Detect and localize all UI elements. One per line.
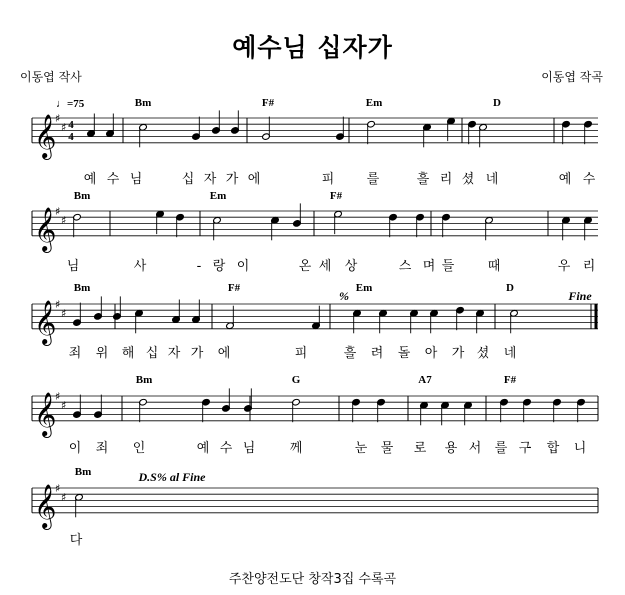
lyric-syllable: 죄 — [95, 441, 109, 456]
composer-credit: 이동엽 작곡 — [541, 70, 603, 84]
chord-symbol: Em — [355, 282, 373, 294]
sharp-icon: ♯ — [55, 205, 61, 218]
lyric-syllable: 예 — [558, 172, 572, 187]
lyric-syllable: 수 — [106, 172, 120, 187]
lyric-syllable: 셨 — [461, 172, 475, 187]
lyric-syllable: 예 — [83, 172, 97, 187]
lyric-syllable: 피 — [321, 172, 335, 187]
chord-symbol: Em — [209, 190, 227, 202]
time-signature-bottom: 4 — [68, 131, 74, 143]
staff-system-2 — [32, 203, 598, 252]
lyric-syllable: 려 — [370, 346, 384, 361]
fine-mark: Fine — [568, 289, 592, 303]
chord-symbol: Bm — [134, 97, 152, 109]
lyric-syllable: 로 — [413, 441, 427, 456]
lyric-syllable: 께 — [289, 441, 303, 456]
lyric-syllable: 님 — [66, 259, 80, 274]
chord-symbol: A7 — [418, 374, 432, 386]
lyric-syllable: 십 — [181, 172, 195, 187]
lyric-syllable: 리 — [439, 172, 453, 187]
lyric-syllable: 세 — [318, 259, 332, 274]
sharp-icon: ♯ — [55, 298, 61, 311]
lyric-syllable: 스 — [398, 259, 412, 274]
staff-system-5 — [32, 482, 598, 530]
sharp-icon: ♯ — [55, 112, 61, 125]
staff-system-4 — [32, 388, 598, 437]
lyric-syllable: 십 — [145, 346, 159, 361]
lyric-syllable: 물 — [380, 441, 394, 456]
lyric-syllable: 며 — [422, 259, 436, 274]
lyric-syllable: 에 — [217, 346, 231, 361]
sharp-icon: ♯ — [61, 214, 67, 227]
lyric-syllable: 수 — [582, 172, 596, 187]
treble-clef-icon: 𝄞 — [34, 206, 57, 251]
lyric-syllable: 가 — [225, 172, 239, 187]
lyric-syllable: 네 — [485, 172, 499, 187]
lyric-syllable: 아 — [424, 346, 438, 361]
lyric-syllable: 우 — [557, 259, 571, 274]
lyric-syllable: 가 — [190, 346, 204, 361]
lyric-syllable: 돌 — [397, 346, 411, 361]
treble-clef-icon: 𝄞 — [34, 113, 57, 158]
lyric-syllable: 네 — [503, 346, 517, 361]
lyric-syllable: 인 — [132, 441, 146, 456]
lyric-syllable: - — [196, 259, 202, 274]
treble-clef-icon: 𝄞 — [34, 391, 57, 436]
lyric-syllable: 들 — [441, 259, 455, 274]
sharp-icon: ♯ — [55, 482, 61, 495]
lyric-syllable: 다 — [69, 533, 83, 548]
staff-system-3 — [32, 296, 598, 345]
ds-al-fine-mark: D.S% al Fine — [138, 470, 206, 484]
chord-symbol: Bm — [74, 466, 92, 478]
chord-symbol: Bm — [73, 282, 91, 294]
lyric-syllable: 예 — [196, 441, 210, 456]
lyric-syllable: 수 — [219, 441, 233, 456]
lyric-syllable: 서 — [468, 441, 482, 456]
staff-system-1 — [32, 110, 598, 159]
sharp-icon: ♯ — [61, 121, 67, 134]
song-title: 예수님 십자가 — [232, 33, 393, 62]
treble-clef-icon: 𝄞 — [34, 299, 57, 344]
chord-symbol: F# — [329, 190, 343, 202]
lyric-syllable: 님 — [242, 441, 256, 456]
lyric-syllable: 님 — [129, 172, 143, 187]
segno-sign: % — [339, 289, 349, 303]
sharp-icon: ♯ — [55, 390, 61, 403]
lyricist-credit: 이동엽 작사 — [20, 70, 82, 84]
lyric-syllable: 사 — [133, 259, 147, 274]
lyric-syllable: 온 — [298, 259, 312, 274]
chord-symbol: F# — [261, 97, 275, 109]
lyric-syllable: 에 — [247, 172, 261, 187]
chord-symbol: Em — [365, 97, 383, 109]
chord-symbol: F# — [227, 282, 241, 294]
lyric-syllable: 때 — [487, 259, 501, 274]
chord-symbol: Bm — [73, 190, 91, 202]
lyric-syllable: 합 — [546, 441, 560, 456]
treble-clef-icon: 𝄞 — [34, 483, 57, 528]
time-signature-top: 4 — [68, 119, 74, 131]
chord-symbol: G — [291, 374, 301, 386]
chord-symbol: F# — [503, 374, 517, 386]
lyric-syllable: 흘 — [416, 172, 430, 187]
lyric-syllable: 상 — [344, 259, 358, 274]
lyric-syllable: 자 — [167, 346, 181, 361]
album-footer: 주찬양전도단 창작3집 수록곡 — [228, 572, 397, 587]
lyric-syllable: 위 — [95, 346, 109, 361]
tempo-marking: ♩=75 — [56, 98, 85, 110]
lyric-syllable: 피 — [294, 346, 308, 361]
sharp-icon: ♯ — [61, 399, 67, 412]
lyric-syllable: 죄 — [68, 346, 82, 361]
sharp-icon: ♯ — [61, 307, 67, 320]
chord-symbol: D — [506, 282, 514, 294]
lyric-syllable: 를 — [366, 172, 380, 187]
lyric-syllable: 이 — [68, 441, 82, 456]
lyric-syllable: 가 — [451, 346, 465, 361]
chord-symbol: Bm — [135, 374, 153, 386]
lyric-syllable: 리 — [582, 259, 596, 274]
lyric-syllable: 랑 — [212, 259, 226, 274]
lyric-syllable: 자 — [203, 172, 217, 187]
lyric-syllable: 를 — [494, 441, 508, 456]
lyric-syllable: 눈 — [354, 441, 368, 456]
lyric-syllable: 셨 — [476, 346, 490, 361]
lyric-syllable: 이 — [236, 259, 250, 274]
lyric-syllable: 구 — [518, 441, 532, 456]
sharp-icon: ♯ — [61, 491, 67, 504]
lyric-syllable: 해 — [121, 346, 135, 361]
lyric-syllable: 흘 — [343, 346, 357, 361]
lyric-syllable: 니 — [573, 441, 587, 456]
chord-symbol: D — [493, 97, 501, 109]
lyric-syllable: 용 — [444, 441, 458, 456]
